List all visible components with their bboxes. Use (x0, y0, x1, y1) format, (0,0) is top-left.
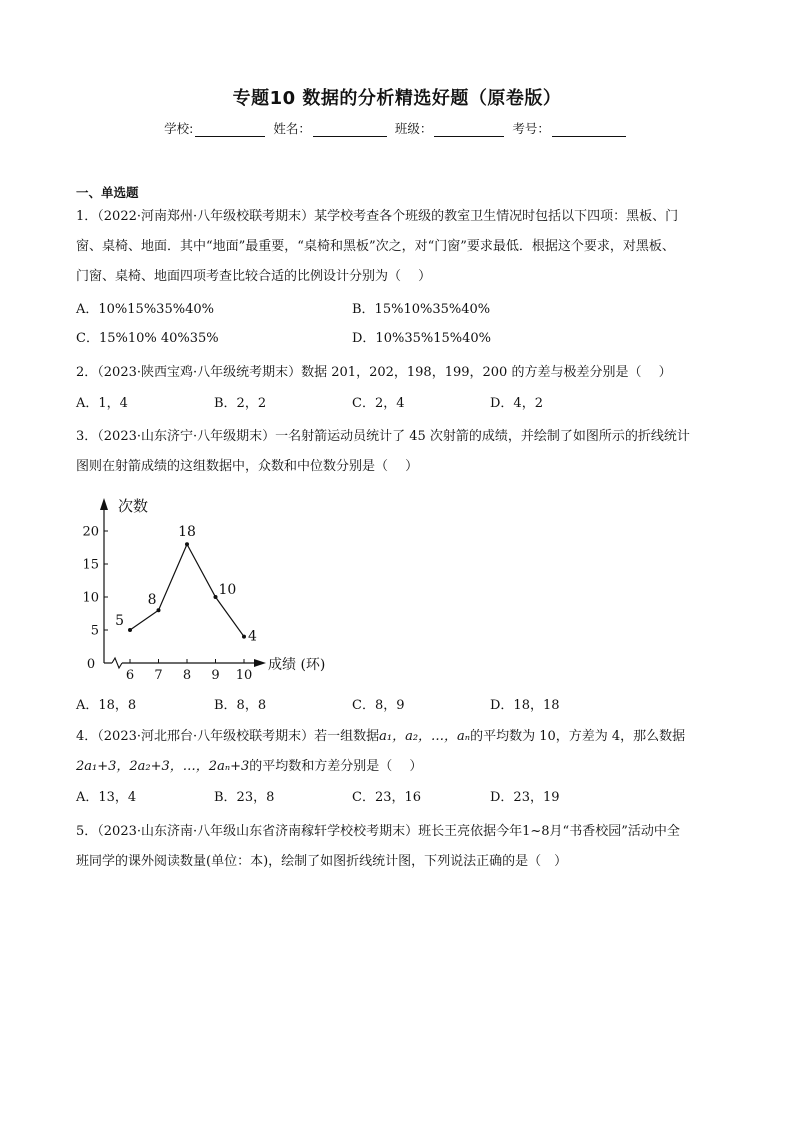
data-label: 10 (218, 582, 237, 598)
data-point (185, 542, 189, 546)
x-tick-label: 7 (154, 668, 163, 683)
q4-line-1-prefix: 4．（2023·河北邢台·八年级校联考期末）若一组数据 (76, 729, 380, 744)
x-tick-label: 8 (182, 668, 192, 683)
y-tick-label: 15 (82, 557, 99, 573)
q1-option-b[interactable]: B．15%10%35%40% (352, 302, 491, 317)
y-axis-arrow (100, 498, 108, 510)
name-field[interactable] (313, 122, 387, 137)
q1-line-2: 窗、桌椅、地面．其中“地面”最重要，“桌椅和黑板”次之，对“门窗”要求最低．根据这个要求，对黑板、 (76, 239, 675, 254)
q3-option-a[interactable]: A．18，8 (76, 698, 137, 713)
q1-option-c[interactable]: C．15%10% 40%35% (76, 331, 219, 346)
q2-option-a[interactable]: A．1，4 (76, 396, 128, 411)
line-chart (76, 490, 326, 690)
exam-no-field[interactable] (552, 122, 626, 137)
q4-option-c[interactable]: C．23，16 (352, 790, 422, 805)
data-label: 4 (248, 628, 257, 645)
data-label: 8 (147, 592, 157, 609)
y-tick-label: 5 (90, 623, 99, 639)
origin-label: 0 (86, 657, 96, 672)
q1-option-a[interactable]: A．10%15%35%40% (76, 302, 214, 317)
q2-line-1: 2．（2023·陕西宝鸡·八年级统考期末）数据 201，202，198，199，200 的方差与极差分别是（ ） (76, 365, 672, 380)
q4-line-2 (76, 758, 422, 776)
school-label: 学校: (164, 121, 194, 136)
name-label: 姓名： (273, 121, 311, 136)
data-label: 18 (178, 524, 196, 541)
q5-line-1: 5．（2023·山东济南·八年级山东省济南稼轩学校校考期末）班长王亮依据今年1~8月“书香校园”活动中全 (76, 824, 680, 839)
q3-option-b[interactable]: B．8，8 (214, 698, 267, 713)
q3-line-2: 图则在射箭成绩的这组数据中，众数和中位数分别是（ ） (76, 459, 419, 474)
q4-line-1 (76, 728, 685, 746)
q2-option-d[interactable]: D．4，2 (490, 396, 543, 411)
q2-option-b[interactable]: B．2，2 (214, 396, 267, 411)
q4-variables: a₁，a₂，…，aₙ (379, 729, 471, 744)
x-tick-label: 6 (125, 668, 135, 683)
q1-option-d[interactable]: D．10%35%15%40% (352, 331, 492, 346)
y-tick-label: 20 (82, 524, 99, 540)
q4-option-d[interactable]: D．23，19 (490, 790, 560, 805)
q4-line-1-suffix: 的平均数为 10，方差为 4，那么数据 (470, 729, 686, 744)
y-tick-label: 10 (82, 590, 99, 606)
data-point (242, 635, 246, 639)
school-field[interactable] (195, 122, 265, 137)
q4-expression: 2a₁+3，2a₂+3，…，2aₙ+3 (76, 759, 250, 774)
y-axis-title: 次数 (118, 497, 149, 515)
q3-option-c[interactable]: C．8，9 (352, 698, 405, 713)
q4-option-a[interactable]: A．13，4 (76, 790, 137, 805)
q1-line-3: 门窗、桌椅、地面四项考查比较合适的比例设计分别为（ ） (76, 269, 432, 284)
x-axis-title: 成绩 (环) (268, 657, 326, 673)
class-field[interactable] (434, 122, 504, 137)
x-tick-label: 9 (211, 668, 220, 683)
student-info-line (0, 119, 794, 137)
data-point (157, 608, 161, 612)
q3-line-1: 3．（2023·山东济宁·八年级期末）一名射箭运动员统计了 45 次射箭的成绩，并绘制了如图所示的折线统计 (76, 429, 690, 444)
x-axis-arrow (254, 659, 266, 667)
q5-line-2: 班同学的课外阅读数量(单位：本)，绘制了如图折线统计图，下列说法正确的是（ ） (76, 854, 568, 869)
q4-option-b[interactable]: B．23，8 (214, 790, 275, 805)
q4-line-2-suffix: 的平均数和方差分别是（ ） (249, 759, 423, 774)
x-tick-label: 10 (235, 668, 253, 683)
q3-option-d[interactable]: D．18，18 (490, 698, 560, 713)
page-title: 专题10 数据的分析精选好题（原卷版） (232, 88, 562, 109)
q1-line-1: 1．（2022·河南郑州·八年级校联考期末）某学校考查各个班级的教室卫生情况时包括以下四项：黑板、门 (76, 209, 679, 224)
exam-no-label: 考号： (512, 121, 550, 136)
section-title: 一、单选题 (76, 185, 139, 200)
class-label: 班级： (394, 121, 433, 136)
x-axis-break (112, 658, 122, 668)
q2-option-c[interactable]: C．2，4 (352, 396, 405, 411)
data-point (128, 628, 132, 632)
data-point (214, 595, 218, 599)
data-label: 5 (115, 613, 124, 629)
